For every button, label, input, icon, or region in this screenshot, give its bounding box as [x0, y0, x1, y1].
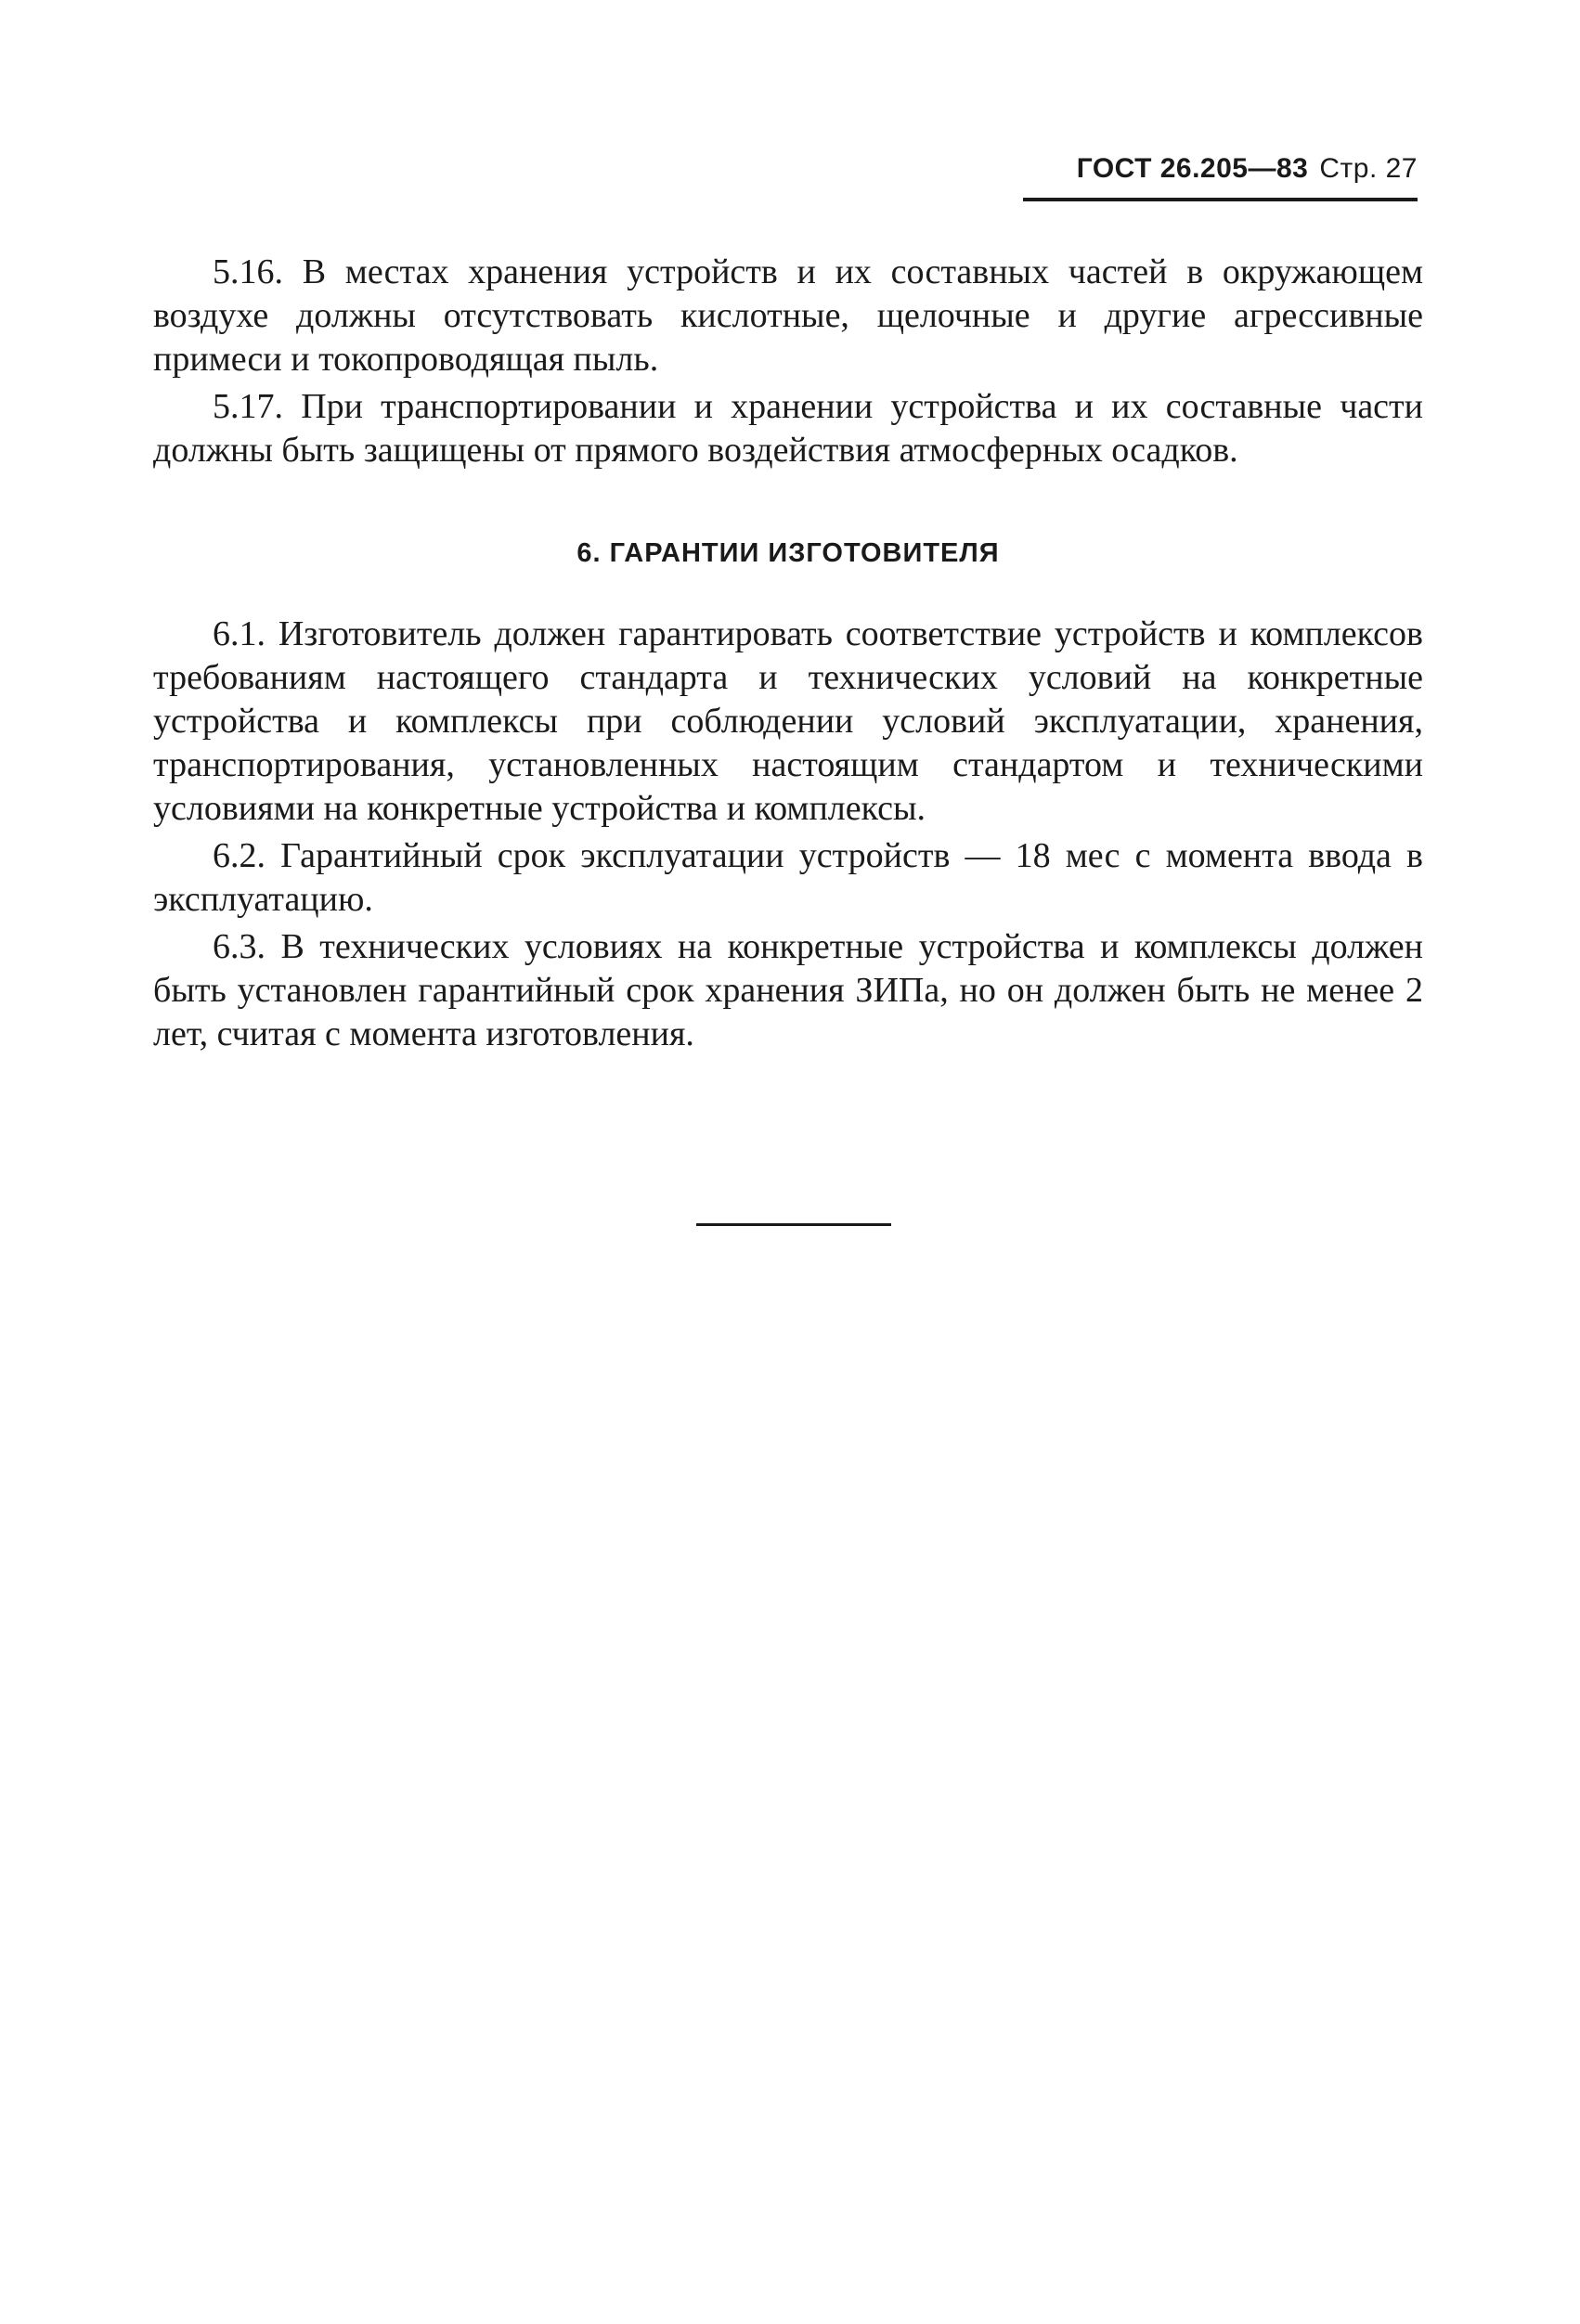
paragraph-6-2: 6.2. Гарантийный срок эксплуатации устройств — 18 мес с момента ввода в эксплуатацию. — [153, 836, 1423, 919]
end-rule — [696, 1223, 891, 1226]
page-number: Стр. 27 — [1319, 153, 1418, 184]
paragraph-5-17: 5.17. При транспортировании и хранении устройства и их составные части должны быть защищены от прямого воздействия атмосферных осадков. — [153, 387, 1423, 470]
paragraph-5-16: 5.16. В местах хранения устройств и их составных частей в окружающем воздухе должны отсутствовать кислотные, щелочные и другие агрессивные примеси и токопроводящая пыль. — [153, 252, 1423, 379]
paragraph-6-3: 6.3. В технических условиях на конкретные устройства и комплексы должен быть установлен гарантийный срок хранения ЗИПа, но он должен быть не менее 2 лет, считая с момента изготовления. — [153, 927, 1423, 1053]
document-body — [153, 251, 1423, 1060]
paragraph-6-1: 6.1. Изготовитель должен гарантировать соответствие устройств и комплексов требованиям настоящего стандарта и технических условий на конкретные устройства и комплексы при соблюдении условий эксплуатации, хранения, транспортирования, установленных настоящим стандартом и техническими условиями на конкретные устройства и комплексы. — [153, 614, 1423, 828]
section-title: 6. ГАРАНТИИ ИЗГОТОВИТЕЛЯ — [576, 538, 1000, 568]
running-head — [1023, 153, 1418, 185]
header-rule — [1023, 198, 1418, 201]
page-header — [1023, 153, 1418, 201]
standard-number: ГОСТ 26.205—83 — [1076, 153, 1309, 184]
